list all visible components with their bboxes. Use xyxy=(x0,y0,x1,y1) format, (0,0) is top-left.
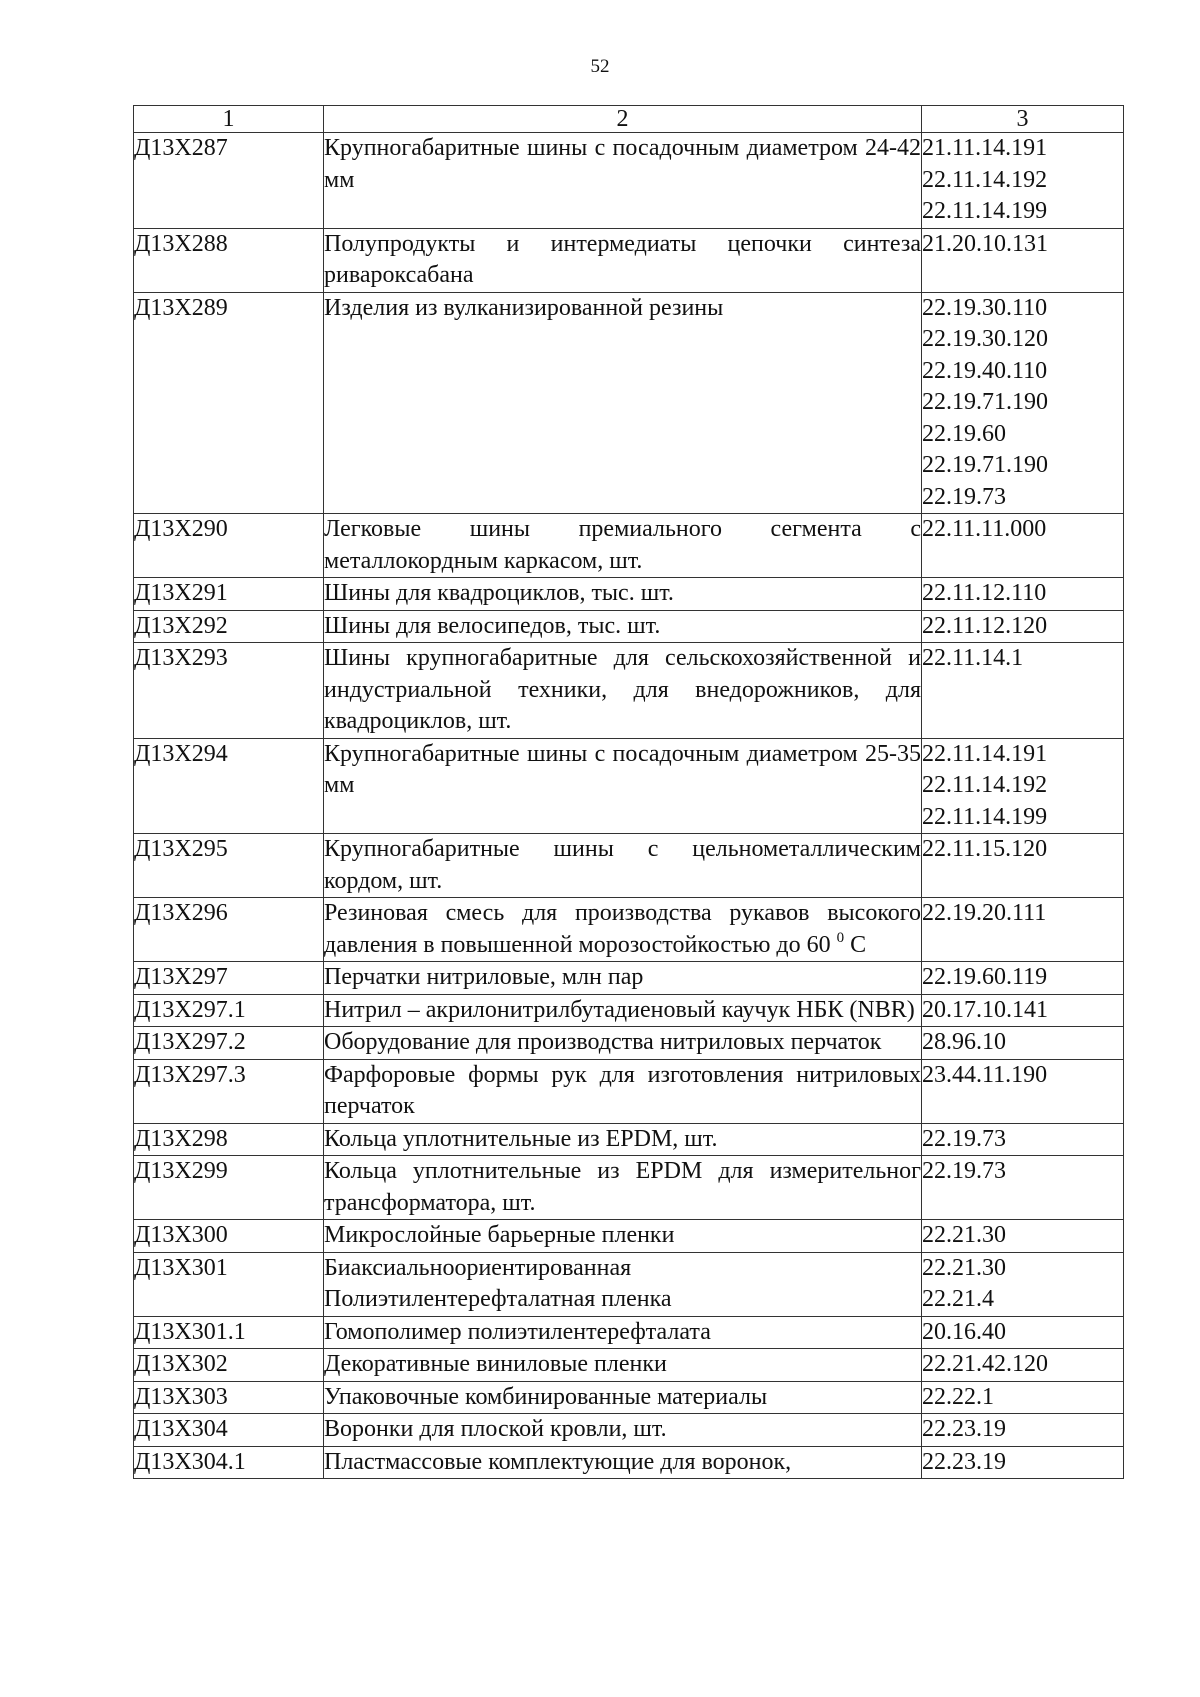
okpd-code: 22.11.14.199 xyxy=(922,198,1048,224)
okpd-code: 22.21.42.120 xyxy=(922,1351,1048,1377)
table-row xyxy=(134,1414,1124,1447)
product-description: Перчатки нитриловые, млн пар xyxy=(324,962,922,995)
product-description: Шины для велосипедов, тыс. шт. xyxy=(324,610,922,643)
table-row xyxy=(134,962,1124,995)
product-description: Изделия из вулканизированной резины xyxy=(324,292,922,514)
product-description: Крупногабаритные шины с цельнометаллическим кордом, шт. xyxy=(324,834,922,898)
table-row xyxy=(134,1156,1124,1220)
okpd-code: 22.19.73 xyxy=(922,483,1006,510)
product-code: Д13Х295 xyxy=(134,834,324,898)
product-description: Фарфоровые формы рук для изготовления нитриловых перчаток xyxy=(324,1059,922,1123)
column-header-1: 1 xyxy=(134,106,324,133)
okpd-code: 22.23.19 xyxy=(922,1416,1006,1442)
okpd-codes xyxy=(922,610,1124,643)
table-row xyxy=(134,1059,1124,1123)
product-description: Упаковочные комбинированные материалы xyxy=(324,1381,922,1414)
table-row xyxy=(134,738,1124,834)
product-code: Д13Х288 xyxy=(134,228,324,292)
product-description: Кольца уплотнительные из EPDM, шт. xyxy=(324,1123,922,1156)
okpd-code: 21.20.10.131 xyxy=(922,230,1048,257)
okpd-code: 22.19.71.190 xyxy=(922,452,1048,478)
okpd-codes xyxy=(922,1252,1124,1316)
okpd-code: 22.19.73 xyxy=(922,1158,1006,1184)
product-code: Д13Х303 xyxy=(134,1381,324,1414)
product-description: Легковые шины премиального сегмента с металлокордным каркасом, шт. xyxy=(324,514,922,578)
okpd-code: 22.11.14.199 xyxy=(922,803,1048,830)
okpd-codes xyxy=(922,1349,1124,1382)
product-code: Д13Х290 xyxy=(134,514,324,578)
product-description: Гомополимер полиэтилентерефталата xyxy=(324,1316,922,1349)
product-code: Д13Х302 xyxy=(134,1349,324,1382)
product-description: Декоративные виниловые пленки xyxy=(324,1349,922,1382)
okpd-code: 22.19.30.120 xyxy=(922,326,1048,352)
table-row xyxy=(134,834,1124,898)
okpd-codes xyxy=(922,738,1124,834)
product-description: Оборудование для производства нитриловых перчаток xyxy=(324,1027,922,1060)
table-row xyxy=(134,514,1124,578)
product-description: Пластмассовые комплектующие для воронок, xyxy=(324,1446,922,1479)
okpd-codes xyxy=(922,514,1124,578)
product-code: Д13Х297 xyxy=(134,962,324,995)
product-code: Д13Х297.3 xyxy=(134,1059,324,1123)
okpd-codes xyxy=(922,1446,1124,1479)
degree-superscript: 0 xyxy=(836,929,845,946)
okpd-code: 23.44.11.190 xyxy=(922,1061,1048,1088)
column-header-3: 3 xyxy=(922,106,1124,133)
product-code: Д13Х287 xyxy=(134,133,324,229)
product-description: Шины для квадроциклов, тыс. шт. xyxy=(324,578,922,611)
okpd-codes xyxy=(922,1414,1124,1447)
okpd-code: 22.11.14.1 xyxy=(922,645,1024,671)
okpd-code: 22.11.14.191 xyxy=(922,740,1048,767)
product-code: Д13Х291 xyxy=(134,578,324,611)
okpd-codes xyxy=(922,1316,1124,1349)
okpd-code: 22.11.12.110 xyxy=(922,580,1047,606)
product-code: Д13Х299 xyxy=(134,1156,324,1220)
codes-table xyxy=(133,105,1124,1479)
okpd-code: 22.19.60.119 xyxy=(922,964,1048,990)
table-row xyxy=(134,898,1124,962)
okpd-codes xyxy=(922,898,1124,962)
okpd-codes xyxy=(922,834,1124,898)
description-line: Биаксиальноориентированная xyxy=(324,1254,632,1281)
okpd-codes xyxy=(922,1059,1124,1123)
product-code: Д13Х289 xyxy=(134,292,324,514)
okpd-code: 21.11.14.191 xyxy=(922,135,1048,161)
okpd-code: 22.19.40.110 xyxy=(922,357,1048,384)
product-code: Д13Х293 xyxy=(134,643,324,739)
table-row xyxy=(134,1220,1124,1253)
product-code: Д13Х298 xyxy=(134,1123,324,1156)
okpd-codes xyxy=(922,228,1124,292)
okpd-codes xyxy=(922,1381,1124,1414)
okpd-code: 22.22.1 xyxy=(922,1383,994,1410)
table-row xyxy=(134,994,1124,1027)
product-description: Нитрил – акрилонитрилбутадиеновый каучук НБК (NBR) xyxy=(324,994,922,1027)
okpd-codes xyxy=(922,133,1124,229)
okpd-codes xyxy=(922,1027,1124,1060)
description-unit: С xyxy=(844,931,867,958)
table-row xyxy=(134,1316,1124,1349)
product-code: Д13Х301 xyxy=(134,1252,324,1316)
table-row xyxy=(134,1349,1124,1382)
okpd-code: 22.11.12.120 xyxy=(922,612,1048,639)
product-code: Д13Х297.2 xyxy=(134,1027,324,1060)
product-code: Д13Х297.1 xyxy=(134,994,324,1027)
okpd-codes xyxy=(922,1123,1124,1156)
column-header-2: 2 xyxy=(324,106,922,133)
product-code: Д13Х304.1 xyxy=(134,1446,324,1479)
table-row xyxy=(134,292,1124,514)
product-code: Д13Х304 xyxy=(134,1414,324,1447)
okpd-code: 22.19.71.190 xyxy=(922,389,1048,415)
okpd-codes xyxy=(922,643,1124,739)
okpd-code: 22.23.19 xyxy=(922,1448,1006,1475)
table-row xyxy=(134,610,1124,643)
product-description: Микрослойные барьерные пленки xyxy=(324,1220,922,1253)
product-code: Д13Х292 xyxy=(134,610,324,643)
table-row xyxy=(134,1381,1124,1414)
okpd-code: 22.11.11.000 xyxy=(922,516,1047,542)
okpd-codes xyxy=(922,994,1124,1027)
okpd-codes xyxy=(922,1156,1124,1220)
product-description xyxy=(324,898,922,962)
product-code: Д13Х294 xyxy=(134,738,324,834)
description-line: Полиэтилентерефталатная пленка xyxy=(324,1286,672,1312)
product-description: Крупногабаритные шины с посадочным диаметром 25-35 мм xyxy=(324,738,922,834)
okpd-code: 22.11.15.120 xyxy=(922,836,1048,862)
table-row xyxy=(134,228,1124,292)
product-description: Крупногабаритные шины с посадочным диаметром 24-42 мм xyxy=(324,133,922,229)
description-text: Резиновая смесь для производства рукавов высокого давления в повышенной морозостойкостью до 60 xyxy=(324,900,921,958)
table-row xyxy=(134,133,1124,229)
okpd-code: 22.19.73 xyxy=(922,1125,1006,1152)
table-row xyxy=(134,643,1124,739)
okpd-codes xyxy=(922,578,1124,611)
table-row xyxy=(134,1027,1124,1060)
okpd-codes xyxy=(922,1220,1124,1253)
product-description: Воронки для плоской кровли, шт. xyxy=(324,1414,922,1447)
okpd-code: 22.19.30.110 xyxy=(922,294,1048,321)
table-row xyxy=(134,1252,1124,1316)
table-header-row xyxy=(134,106,1124,133)
okpd-code: 22.21.4 xyxy=(922,1286,994,1312)
product-code: Д13Х296 xyxy=(134,898,324,962)
product-code: Д13Х300 xyxy=(134,1220,324,1253)
okpd-code: 22.21.30 xyxy=(922,1222,1006,1248)
table-row xyxy=(134,1123,1124,1156)
table-row xyxy=(134,1446,1124,1479)
okpd-code: 22.21.30 xyxy=(922,1254,1006,1281)
okpd-code: 22.19.20.111 xyxy=(922,900,1047,926)
product-description: Шины крупногабаритные для сельскохозяйственной и индустриальной техники, для внедорожников, для квадроциклов, шт. xyxy=(324,643,922,739)
okpd-code: 20.17.10.141 xyxy=(922,996,1048,1023)
okpd-code: 22.11.14.192 xyxy=(922,772,1048,798)
product-description: Кольца уплотнительные из EPDM для измерительног трансформатора, шт. xyxy=(324,1156,922,1220)
okpd-codes xyxy=(922,962,1124,995)
okpd-code: 28.96.10 xyxy=(922,1029,1006,1055)
okpd-codes xyxy=(922,292,1124,514)
page-number: 52 xyxy=(590,56,610,77)
okpd-code: 20.16.40 xyxy=(922,1318,1006,1345)
okpd-code: 22.11.14.192 xyxy=(922,166,1048,193)
okpd-code: 22.19.60 xyxy=(922,420,1006,447)
product-description: Полупродукты и интермедиаты цепочки синтеза ривароксабана xyxy=(324,228,922,292)
product-description xyxy=(324,1252,922,1316)
product-code: Д13Х301.1 xyxy=(134,1316,324,1349)
table-row xyxy=(134,578,1124,611)
